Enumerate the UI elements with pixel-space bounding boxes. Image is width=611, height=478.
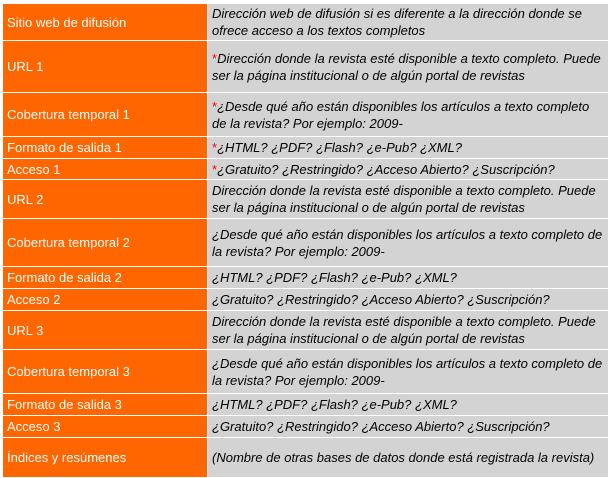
field-label: Cobertura temporal 3 [3, 350, 208, 394]
field-description [208, 41, 609, 93]
field-description: ¿HTML? ¿PDF? ¿Flash? ¿e-Pub? ¿XML? [208, 394, 609, 416]
table-row [3, 350, 609, 394]
required-asterisk: * [212, 140, 218, 155]
table-row [3, 289, 609, 311]
field-label: Acceso 3 [3, 416, 208, 438]
required-asterisk: * [212, 98, 218, 114]
table-row [3, 267, 609, 289]
field-label: Índices y resúmenes [3, 438, 208, 478]
table-row [3, 159, 609, 180]
table-row [3, 93, 609, 137]
table-row [3, 41, 609, 93]
table-body [3, 4, 609, 478]
field-description: ¿Gratuito? ¿Restringido? ¿Acceso Abierto? ¿Suscripción? [208, 416, 609, 438]
field-description-text: ¿Desde qué año están disponibles los artículos a texto completo de la revista? Por ejemplo: 2009- [212, 98, 590, 131]
field-label: URL 3 [3, 311, 208, 350]
field-label: Acceso 1 [3, 159, 208, 180]
field-label: Formato de salida 2 [3, 267, 208, 289]
field-label: Sitio web de difusión [3, 4, 208, 41]
field-description: ¿Desde qué año están disponibles los artículos a texto completo de la revista? Por ejemplo: 2009- [208, 350, 609, 394]
field-label: Formato de salida 3 [3, 394, 208, 416]
field-label: Cobertura temporal 2 [3, 219, 208, 267]
field-label: Acceso 2 [3, 289, 208, 311]
field-label: Formato de salida 1 [3, 137, 208, 159]
field-description: ¿Desde qué año están disponibles los artículos a texto completo de la revista? Por ejemplo: 2009- [208, 219, 609, 267]
field-description [208, 159, 609, 180]
field-description: Dirección web de difusión si es diferente a la dirección donde se ofrece acceso a los textos completos [208, 4, 609, 41]
field-description: Dirección donde la revista esté disponible a texto completo. Puede ser la página institucional o de algún portal de revistas [208, 180, 609, 219]
table-row [3, 394, 609, 416]
field-description: ¿Gratuito? ¿Restringido? ¿Acceso Abierto? ¿Suscripción? [208, 289, 609, 311]
field-description: (Nombre de otras bases de datos donde está registrada la revista) [208, 438, 609, 478]
table-row [3, 311, 609, 350]
field-description-text: ¿HTML? ¿PDF? ¿Flash? ¿e-Pub? ¿XML? [217, 140, 462, 155]
table-row [3, 4, 609, 41]
field-description-text: Dirección donde la revista esté disponible a texto completo. Puede ser la página institucional o de algún portal de revistas [212, 50, 601, 83]
field-description [208, 137, 609, 159]
table-row [3, 438, 609, 478]
journal-access-fields-table [2, 3, 609, 478]
field-description: Dirección donde la revista esté disponible a texto completo. Puede ser la página institucional o de algún portal de revistas [208, 311, 609, 350]
field-label: URL 2 [3, 180, 208, 219]
field-description [208, 93, 609, 137]
table-row [3, 416, 609, 438]
table-row [3, 180, 609, 219]
field-label: Cobertura temporal 1 [3, 93, 208, 137]
table-row [3, 219, 609, 267]
field-description: ¿HTML? ¿PDF? ¿Flash? ¿e-Pub? ¿XML? [208, 267, 609, 289]
required-asterisk: * [212, 50, 218, 66]
table-row [3, 137, 609, 159]
required-asterisk: * [212, 161, 218, 177]
field-label: URL 1 [3, 41, 208, 93]
field-description-text: ¿Gratuito? ¿Restringido? ¿Acceso Abierto? ¿Suscripción? [217, 161, 555, 177]
